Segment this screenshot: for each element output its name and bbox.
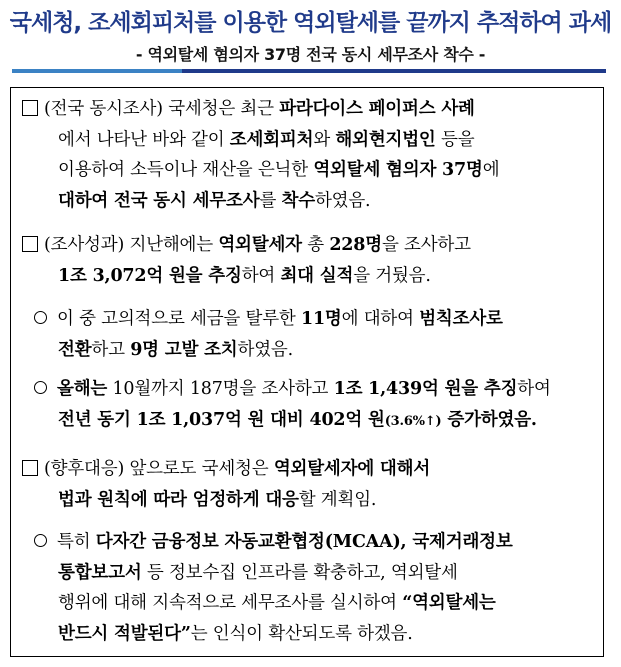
bold-text: 범칙조사로 — [419, 309, 503, 329]
text: 총 — [301, 235, 330, 255]
bold-text: 9명 고발 조치 — [130, 339, 238, 360]
bold-text: (3.6%↑) — [384, 413, 442, 429]
bold-text: 대하여 전국 동시 세무조사 — [58, 190, 260, 211]
section-future-response — [22, 454, 604, 515]
line — [34, 558, 604, 589]
section-heading: (조사성과) — [44, 235, 125, 255]
text: 을 거뒀음. — [353, 265, 431, 286]
line — [34, 405, 604, 438]
line — [22, 125, 604, 156]
section-investigation-results — [22, 230, 604, 291]
text: 특히 — [57, 532, 96, 552]
bold-text: 역외탈세자 — [218, 235, 302, 255]
section-heading: (전국 동시조사) — [44, 99, 163, 119]
result-this-year — [34, 374, 604, 437]
bold-text: 법과 원칙에 따라 엄정하게 대응 — [58, 489, 299, 510]
bold-text: 역외탈세자에 대해서 — [273, 459, 431, 479]
result-criminal-investigation — [34, 304, 604, 365]
text: 하여 — [517, 379, 551, 399]
bold-text: 전년 동기 1조 1,037억 원 대비 402억 원 — [58, 409, 385, 430]
circle-bullet-icon — [34, 311, 47, 324]
text: 에 — [482, 160, 500, 180]
text: 할 계획임. — [298, 489, 377, 510]
line — [34, 619, 604, 650]
page-subtitle: - 역외탈세 혐의자 37명 전국 동시 세무조사 착수 - — [135, 45, 486, 64]
text: 행위에 대해 지속적으로 세무조사를 실시하여 — [58, 593, 403, 613]
text: 에 대하여 — [341, 309, 420, 329]
line — [22, 155, 604, 186]
text: 하였음. — [314, 190, 371, 211]
text: 10월까지 187명을 조사하고 — [107, 379, 334, 399]
line — [34, 335, 604, 366]
square-bullet-icon — [22, 100, 38, 116]
bold-text: 반드시 적발된다” — [58, 623, 191, 644]
bold-text: “역외탈세는 — [402, 593, 496, 613]
text: 지난해에는 — [124, 235, 219, 255]
section-heading: (향후대응) — [44, 459, 125, 479]
circle-bullet-icon — [34, 381, 47, 394]
text: 등 정보수집 인프라를 확충하고, 역외탈세 — [141, 562, 458, 583]
line — [22, 261, 604, 292]
text: 이용하여 소득이나 재산을 은닉한 — [58, 160, 314, 180]
bold-text: 통합보고서 — [58, 562, 142, 583]
square-bullet-icon — [22, 460, 38, 476]
bold-text: 1조 3,072억 원을 추징 — [58, 265, 242, 286]
bold-text: 228명 — [329, 235, 382, 255]
bold-text: 착수 — [281, 190, 315, 211]
circle-bullet-icon — [34, 534, 47, 547]
text: 에서 나타난 바와 같이 — [58, 129, 230, 150]
text: 을 조사하고 — [381, 235, 471, 255]
bold-text: 역외탈세 혐의자 37명 — [313, 160, 483, 180]
section-nationwide-investigation — [22, 94, 604, 216]
bold-text: 최대 실적 — [280, 265, 354, 286]
text: 하고 — [91, 339, 131, 360]
text: 앞으로도 국세청은 — [124, 459, 274, 479]
text: 이 중 고의적으로 세금을 탈루한 — [57, 309, 301, 329]
bold-text: 올해는 — [57, 379, 108, 399]
text: 하였음. — [237, 339, 293, 360]
bold-text: 전환 — [58, 339, 92, 360]
line — [22, 186, 604, 217]
future-infrastructure — [34, 527, 604, 649]
bold-text: 1조 1,439억 원을 추징 — [333, 379, 518, 399]
text: 등을 — [435, 129, 475, 150]
page-title: 국세청, 조세회피처를 이용한 역외탈세를 끝까지 추적하여 과세 — [9, 10, 612, 36]
text: 하여 — [241, 265, 281, 286]
title-divider-accent — [12, 69, 182, 73]
bold-text: 다자간 금융정보 자동교환협정(MCAA), 국제거래정보 — [95, 532, 513, 552]
line — [22, 485, 604, 516]
bold-text: 조세회피처 — [229, 129, 314, 150]
bold-text: 11명 — [300, 309, 342, 329]
text: 국세청은 최근 — [162, 99, 280, 119]
text: 를 — [259, 190, 282, 211]
line — [34, 588, 604, 619]
text: 는 인식이 확산되도록 하겠음. — [190, 623, 413, 644]
bold-text: 파라다이스 페이퍼스 사례 — [279, 99, 475, 119]
square-bullet-icon — [22, 236, 38, 252]
text: 와 — [313, 129, 336, 150]
bold-text: 해외현지법인 — [335, 129, 436, 150]
bold-text: 증가하였음. — [441, 409, 537, 430]
